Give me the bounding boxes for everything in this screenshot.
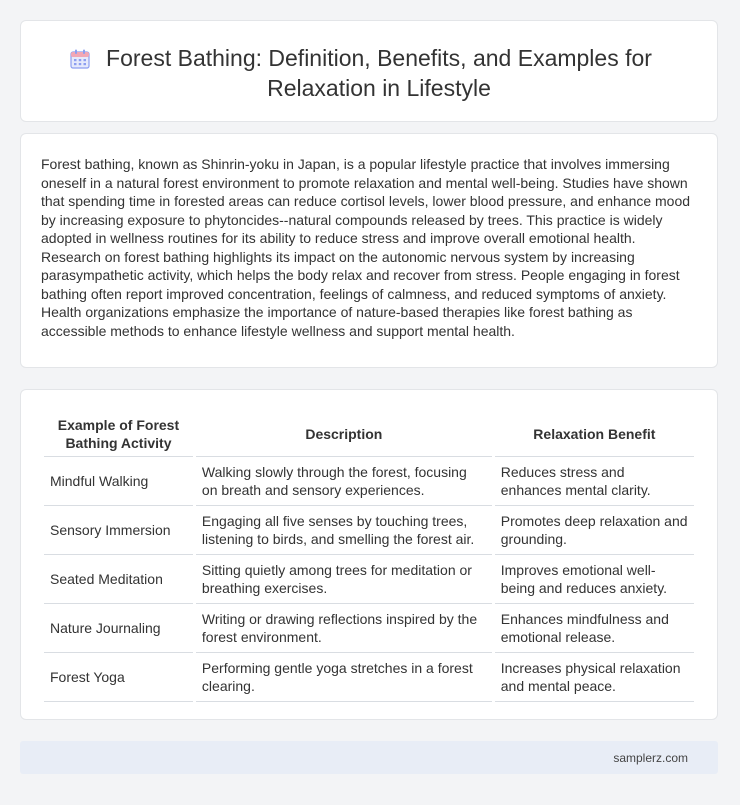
cell-benefit: Improves emotional well-being and reduces anxiety.: [495, 555, 694, 604]
header-activity: Example of Forest Bathing Activity: [44, 412, 193, 457]
cell-activity: Mindful Walking: [44, 457, 193, 506]
page-title: Forest Bathing: Definition, Benefits, and Examples for Relaxation in Lifestyle: [106, 45, 652, 101]
table-row: [44, 506, 694, 555]
cell-benefit: Promotes deep relaxation and grounding.: [495, 506, 694, 555]
table-row: [44, 457, 694, 506]
cell-benefit: Increases physical relaxation and mental peace.: [495, 653, 694, 702]
header-benefit: Relaxation Benefit: [495, 412, 694, 457]
table-row: [44, 555, 694, 604]
cell-activity: Nature Journaling: [44, 604, 193, 653]
table-row: [44, 653, 694, 702]
intro-card: [20, 133, 718, 368]
header-card: [20, 20, 718, 122]
table-card: [20, 389, 718, 720]
title-wrap: [61, 43, 697, 103]
cell-description: Engaging all five senses by touching trees, listening to birds, and smelling the forest air.: [196, 506, 492, 555]
cell-description: Sitting quietly among trees for meditation or breathing exercises.: [196, 555, 492, 604]
cell-benefit: Enhances mindfulness and emotional release.: [495, 604, 694, 653]
cell-description: Walking slowly through the forest, focusing on breath and sensory experiences.: [196, 457, 492, 506]
site-name: samplerz.com: [613, 751, 688, 765]
cell-activity: Seated Meditation: [44, 555, 193, 604]
cell-activity: Forest Yoga: [44, 653, 193, 702]
header-description: Description: [196, 412, 492, 457]
footer-bar: [20, 741, 718, 774]
table-row: [44, 604, 694, 653]
cell-activity: Sensory Immersion: [44, 506, 193, 555]
cell-description: Writing or drawing reflections inspired by the forest environment.: [196, 604, 492, 653]
intro-paragraph: Forest bathing, known as Shinrin-yoku in Japan, is a popular lifestyle practice that involves immersing oneself in a natural forest environment to promote relaxation and mental well-being. Studies have shown that spending time in forested areas can reduce cortisol levels, lower blood pressure, and enhance mood by increasing exposure to phytoncides--natural compounds released by trees. This practice is widely adopted in wellness routines for its ability to reduce stress and improve overall emotional health. Research on forest bathing highlights its impact on the autonomic nervous system by increasing parasympathetic activity, which helps the body relax and recover from stress. People engaging in forest bathing often report improved concentration, feelings of calmness, and reduced symptoms of anxiety. Health organizations emphasize the importance of nature-based therapies like forest bathing as accessible methods to enhance lifestyle wellness and support mental health.: [41, 156, 691, 339]
cell-description: Performing gentle yoga stretches in a forest clearing.: [196, 653, 492, 702]
activities-table: [41, 412, 697, 702]
cell-benefit: Reduces stress and enhances mental clarity.: [495, 457, 694, 506]
table-header-row: [44, 412, 694, 457]
